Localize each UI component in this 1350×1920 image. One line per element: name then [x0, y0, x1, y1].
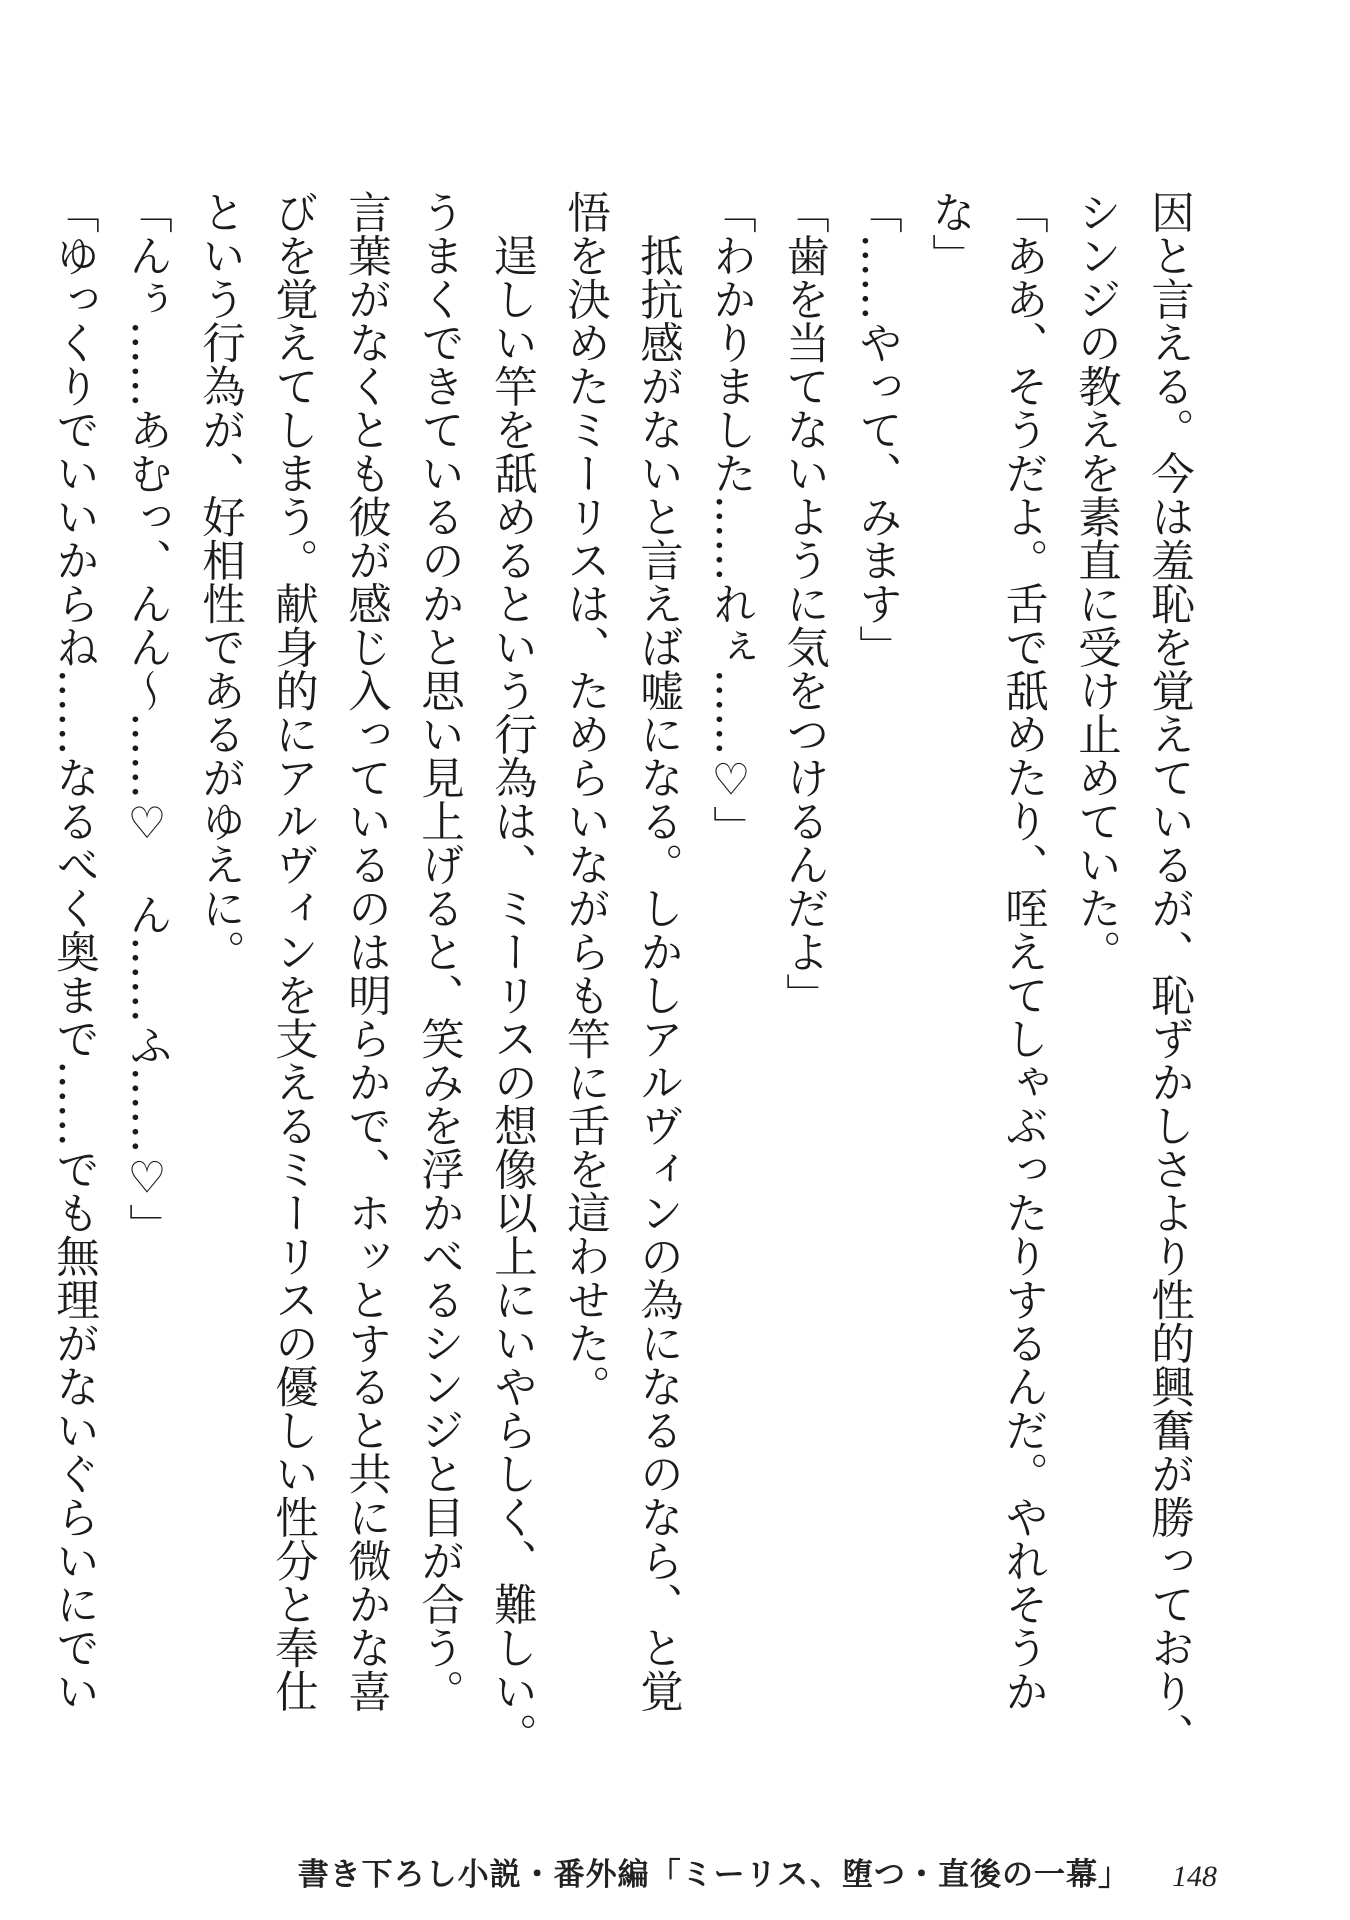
text-line: 「んぅ……あむっ、んん～……♡ ん……ふ……♡」 [122, 190, 172, 1247]
text-line: な」 [925, 190, 975, 277]
text-line: びを覚えてしまう。献身的にアルヴィンを支えるミーリスの優しい性分と奉仕 [268, 190, 318, 1713]
text-line: という行為が、好相性であるがゆえに。 [195, 190, 245, 973]
text-line: 言葉がなくとも彼が感じ入っているのは明らかで、ホッとすると共に微かな喜 [341, 190, 391, 1713]
vertical-body-text [49, 190, 1205, 1756]
text-line: 抵抗感がないと言えば嘘になる。しかしアルヴィンの為になるのなら、と覚 [633, 190, 683, 1713]
text-line: 悟を決めたミーリスは、ためらいながらも竿に舌を這わせた。 [560, 190, 610, 1408]
page-footer [0, 1855, 1350, 1899]
text-line: 因と言える。今は羞恥を覚えているが、恥ずかしさより性的興奮が勝っており、 [1144, 190, 1194, 1756]
page-number: 148 [1172, 1860, 1217, 1893]
text-line: 「ゆっくりでいいからね……なるべく奥まで……でも無理がないぐらいにでい [49, 190, 99, 1713]
text-line: 「歯を当てないように気をつけるんだよ」 [779, 190, 829, 1017]
text-line: 「ああ、そうだよ。舌で舐めたり、咥えてしゃぶったりするんだ。やれそうか [998, 190, 1048, 1713]
text-line: 「……やって、みます」 [852, 190, 902, 669]
text-line: うまくできているのかと思い見上げると、笑みを浮かべるシンジと目が合う。 [414, 190, 464, 1713]
text-line: 逞しい竿を舐めるという行為は、ミーリスの想像以上にいやらしく、難しい。 [487, 190, 537, 1756]
running-head: 書き下ろし小説・番外編「ミーリス、堕つ・直後の一幕」 [297, 1857, 1130, 1893]
text-line: シンジの教えを素直に受け止めていた。 [1071, 190, 1121, 973]
text-line: 「わかりました……れぇ……♡」 [706, 190, 756, 849]
